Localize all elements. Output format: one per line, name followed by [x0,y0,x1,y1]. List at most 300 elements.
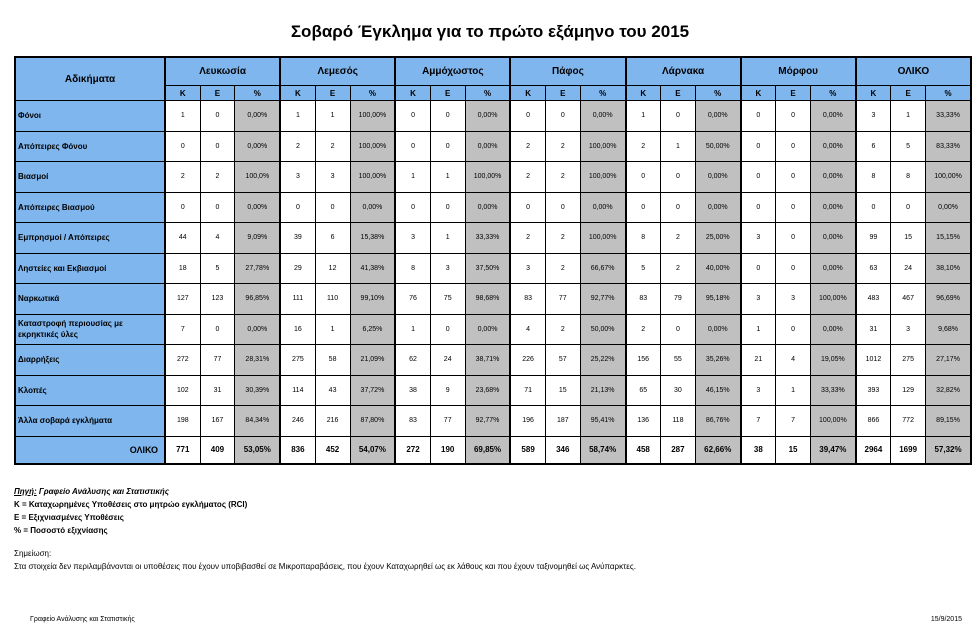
table-cell: 84,34% [235,406,280,437]
table-cell: 95,41% [580,406,625,437]
table-cell: 0 [776,131,811,162]
table-cell: 7 [741,406,776,437]
table-cell: 0,00% [465,192,510,223]
offence-label: Βιασμοί [15,162,165,193]
table-cell: 2 [545,223,580,254]
table-cell: 0 [165,192,200,223]
table-cell: 5 [626,253,661,284]
table-cell: 3 [776,284,811,315]
table-cell: 0 [280,192,315,223]
table-cell: 0,00% [580,192,625,223]
offences-header: Αδικήματα [15,57,165,101]
table-cell: 0,00% [465,314,510,345]
table-cell: 27,78% [235,253,280,284]
table-cell: 2 [545,253,580,284]
table-cell: 0 [165,131,200,162]
table-cell: 0 [776,223,811,254]
table-cell: 3 [510,253,545,284]
table-cell: 38,71% [465,345,510,376]
table-row [15,131,971,162]
table-cell: 0 [626,162,661,193]
table-cell: 0 [395,192,430,223]
table-cell: 5 [200,253,235,284]
district-header: Μόρφου [741,57,856,86]
table-cell: 0,00% [810,101,855,132]
total-cell: 53,05% [235,436,280,464]
table-cell: 2 [545,314,580,345]
column-subheader: Ε [315,86,350,101]
column-subheader: % [350,86,395,101]
table-cell: 9 [430,375,465,406]
table-cell: 50,00% [580,314,625,345]
table-cell: 77 [430,406,465,437]
column-subheader: % [926,86,971,101]
table-row [15,284,971,315]
table-cell: 0,00% [810,314,855,345]
table-cell: 0,00% [235,192,280,223]
table-cell: 0 [776,192,811,223]
table-cell: 43 [315,375,350,406]
table-cell: 111 [280,284,315,315]
page-title: Σοβαρό Έγκλημα για το πρώτο εξάμηνο του 2015 [290,22,690,41]
table-cell: 7 [776,406,811,437]
table-cell: 89,15% [926,406,971,437]
table-cell: 2 [660,253,695,284]
table-cell: 483 [856,284,891,315]
table-cell: 28,31% [235,345,280,376]
total-cell: 1699 [891,436,926,464]
table-cell: 114 [280,375,315,406]
table-cell: 37,50% [465,253,510,284]
table-cell: 3 [856,101,891,132]
table-cell: 16 [280,314,315,345]
table-cell: 21,09% [350,345,395,376]
table-cell: 0 [741,162,776,193]
offence-label: Ναρκωτικά [15,284,165,315]
column-subheader: Κ [280,86,315,101]
table-cell: 0 [741,131,776,162]
column-subheader: Κ [741,86,776,101]
total-cell: 771 [165,436,200,464]
table-row [15,314,971,345]
district-header: ΟΛΙΚΟ [856,57,971,86]
table-cell: 4 [776,345,811,376]
column-subheader: % [580,86,625,101]
table-cell: 393 [856,375,891,406]
table-cell: 2 [660,223,695,254]
table-cell: 100,00% [580,162,625,193]
total-cell: 190 [430,436,465,464]
table-cell: 0 [660,101,695,132]
table-cell: 0 [545,192,580,223]
table-cell: 0 [430,192,465,223]
offence-label: Απόπειρες Βιασμού [15,192,165,223]
table-cell: 1 [395,162,430,193]
table-cell: 92,77% [580,284,625,315]
table-row [15,162,971,193]
table-cell: 0,00% [695,192,740,223]
table-cell: 4 [200,223,235,254]
footer-office: Γραφείο Ανάλυσης και Στατιστικής [30,616,135,623]
table-cell: 86,76% [695,406,740,437]
pct-definition: % = Ποσοστό εξιχνίασης [14,526,108,535]
table-cell: 92,77% [465,406,510,437]
table-cell: 0 [660,162,695,193]
e-definition: Ε = Εξιχνιασμένες Υποθέσεις [14,513,124,522]
table-cell: 1 [395,314,430,345]
table-cell: 100,00% [350,131,395,162]
table-cell: 0,00% [695,314,740,345]
table-cell: 8 [395,253,430,284]
table-cell: 0 [510,192,545,223]
table-cell: 100,00% [580,223,625,254]
table-cell: 1 [430,162,465,193]
total-row [15,436,971,464]
table-cell: 5 [891,131,926,162]
offence-label: Ληστείες και Εκβιασμοί [15,253,165,284]
table-cell: 0 [395,131,430,162]
table-cell: 1 [660,131,695,162]
table-cell: 0 [741,192,776,223]
offence-label: Διαρρήξεις [15,345,165,376]
table-cell: 63 [856,253,891,284]
table-cell: 0 [660,314,695,345]
table-cell: 127 [165,284,200,315]
table-cell: 62 [395,345,430,376]
table-cell: 18 [165,253,200,284]
table-cell: 0 [660,192,695,223]
table-cell: 0 [200,101,235,132]
table-cell: 9,68% [926,314,971,345]
table-cell: 0,00% [810,131,855,162]
table-cell: 24 [891,253,926,284]
table-cell: 0 [776,253,811,284]
table-cell: 772 [891,406,926,437]
table-cell: 0 [200,131,235,162]
column-subheader: Κ [626,86,661,101]
table-cell: 100,00% [580,131,625,162]
table-cell: 83 [510,284,545,315]
table-cell: 38 [395,375,430,406]
table-cell: 1 [741,314,776,345]
total-cell: 836 [280,436,315,464]
table-cell: 0,00% [695,162,740,193]
table-cell: 1 [776,375,811,406]
table-cell: 38,10% [926,253,971,284]
table-cell: 0 [741,101,776,132]
table-cell: 21 [741,345,776,376]
table-cell: 118 [660,406,695,437]
table-cell: 0 [315,192,350,223]
table-cell: 2 [510,131,545,162]
district-header: Λάρνακα [626,57,741,86]
total-cell: 452 [315,436,350,464]
table-cell: 1 [891,101,926,132]
table-cell: 39 [280,223,315,254]
table-cell: 83 [395,406,430,437]
column-subheader: % [465,86,510,101]
table-cell: 0 [776,314,811,345]
table-cell: 83 [626,284,661,315]
remarks-text: Στα στοιχεία δεν περιλαμβάνονται οι υποθέσεις που έχουν υποβιβασθεί σε Μικροπαραβάσεις, που έχουν Καταχωρηθεί ως εκ λάθους και που έχουν ταξινομηθεί ως Ανύπαρκτες. [14,562,636,571]
notes-block [14,485,247,537]
table-cell: 0 [626,192,661,223]
table-cell: 100,00% [810,406,855,437]
table-cell: 31 [856,314,891,345]
table-cell: 3 [280,162,315,193]
table-cell: 216 [315,406,350,437]
table-cell: 30,39% [235,375,280,406]
k-definition: Κ = Καταχωρημένες Υποθέσεις στο μητρώο εγκλήματος (RCI) [14,500,248,509]
table-cell: 0 [430,131,465,162]
total-cell: 38 [741,436,776,464]
table-row [15,253,971,284]
table-cell: 123 [200,284,235,315]
column-subheader: Κ [165,86,200,101]
table-cell: 102 [165,375,200,406]
table-cell: 156 [626,345,661,376]
table-cell: 167 [200,406,235,437]
table-row [15,223,971,254]
table-cell: 33,33% [810,375,855,406]
total-cell: 57,32% [926,436,971,464]
offence-label: Καταστροφή περιουσίας με εκρηκτικές ύλες [15,314,165,345]
total-cell: 58,74% [580,436,625,464]
table-cell: 40,00% [695,253,740,284]
table-row [15,375,971,406]
table-cell: 196 [510,406,545,437]
district-header: Αμμόχωστος [395,57,510,86]
table-cell: 29 [280,253,315,284]
table-cell: 2 [626,314,661,345]
table-cell: 2 [165,162,200,193]
table-cell: 187 [545,406,580,437]
table-cell: 9,09% [235,223,280,254]
table-cell: 0,00% [465,101,510,132]
table-cell: 1 [315,314,350,345]
table-cell: 2 [315,131,350,162]
table-cell: 3 [741,223,776,254]
remarks-label: Σημείωση: [14,549,52,558]
table-cell: 7 [165,314,200,345]
table-cell: 0,00% [235,314,280,345]
table-cell: 3 [741,375,776,406]
column-subheader: Ε [660,86,695,101]
table-cell: 58 [315,345,350,376]
offence-label: Άλλα σοβαρά εγκλήματα [15,406,165,437]
table-cell: 8 [856,162,891,193]
source-label: Πηγή: [14,487,37,496]
column-subheader: Ε [891,86,926,101]
table-cell: 3 [430,253,465,284]
table-cell: 23,68% [465,375,510,406]
table-cell: 25,22% [580,345,625,376]
table-cell: 25,00% [695,223,740,254]
total-label: ΟΛΙΚΟ [15,436,165,464]
table-cell: 77 [200,345,235,376]
table-cell: 98,68% [465,284,510,315]
table-cell: 0,00% [810,253,855,284]
column-subheader: % [695,86,740,101]
table-row [15,345,971,376]
table-cell: 46,15% [695,375,740,406]
table-row [15,192,971,223]
district-header: Λευκωσία [165,57,280,86]
table-cell: 41,38% [350,253,395,284]
table-cell: 6,25% [350,314,395,345]
table-cell: 136 [626,406,661,437]
table-cell: 100,00% [926,162,971,193]
table-cell: 6 [856,131,891,162]
table-cell: 0,00% [695,101,740,132]
table-cell: 2 [545,131,580,162]
total-cell: 62,66% [695,436,740,464]
column-subheader: % [235,86,280,101]
table-cell: 0 [395,101,430,132]
table-cell: 8 [626,223,661,254]
table-cell: 100,00% [810,284,855,315]
table-cell: 0 [856,192,891,223]
table-cell: 65 [626,375,661,406]
remarks-block [14,547,636,573]
table-cell: 83,33% [926,131,971,162]
table-cell: 15,15% [926,223,971,254]
table-row [15,406,971,437]
table-cell: 0 [200,314,235,345]
table-cell: 0,00% [235,131,280,162]
total-cell: 589 [510,436,545,464]
table-cell: 2 [200,162,235,193]
table-cell: 1 [165,101,200,132]
table-cell: 2 [545,162,580,193]
offence-label: Κλοπές [15,375,165,406]
column-subheader: Ε [545,86,580,101]
table-cell: 76 [395,284,430,315]
table-cell: 12 [315,253,350,284]
column-subheader: Κ [510,86,545,101]
footer-date: 15/9/2015 [930,616,962,623]
table-cell: 79 [660,284,695,315]
total-cell: 15 [776,436,811,464]
table-cell: 1 [626,101,661,132]
total-cell: 272 [395,436,430,464]
table-cell: 31 [200,375,235,406]
table-cell: 0,00% [350,192,395,223]
table-cell: 100,00% [350,101,395,132]
table-row [15,101,971,132]
table-cell: 96,69% [926,284,971,315]
table-cell: 2 [280,131,315,162]
table-cell: 0 [545,101,580,132]
table-cell: 0,00% [465,131,510,162]
table-cell: 0,00% [580,101,625,132]
table-cell: 275 [280,345,315,376]
table-cell: 2 [510,162,545,193]
table-cell: 33,33% [926,101,971,132]
table-cell: 2 [510,223,545,254]
table-cell: 3 [741,284,776,315]
table-cell: 15 [891,223,926,254]
table-cell: 275 [891,345,926,376]
total-cell: 346 [545,436,580,464]
table-cell: 110 [315,284,350,315]
total-cell: 54,07% [350,436,395,464]
table-cell: 1 [430,223,465,254]
table-cell: 32,82% [926,375,971,406]
table-cell: 1 [280,101,315,132]
table-cell: 99,10% [350,284,395,315]
table-cell: 87,80% [350,406,395,437]
table-cell: 35,26% [695,345,740,376]
source-text: Γραφείο Ανάλυσης και Στατιστικής [38,487,170,496]
table-cell: 4 [510,314,545,345]
table-cell: 0 [741,253,776,284]
table-cell: 19,05% [810,345,855,376]
total-cell: 69,85% [465,436,510,464]
table-cell: 1 [315,101,350,132]
table-cell: 0 [776,162,811,193]
table-cell: 95,18% [695,284,740,315]
column-subheader: Ε [430,86,465,101]
column-subheader: Κ [395,86,430,101]
table-cell: 3 [891,314,926,345]
district-header: Πάφος [510,57,625,86]
column-subheader: Ε [776,86,811,101]
table-cell: 0,00% [810,192,855,223]
table-cell: 30 [660,375,695,406]
table-cell: 0 [776,101,811,132]
crime-statistics-table [14,56,972,465]
column-subheader: % [810,86,855,101]
table-cell: 226 [510,345,545,376]
table-cell: 866 [856,406,891,437]
table-cell: 15,38% [350,223,395,254]
table-cell: 15 [545,375,580,406]
table-cell: 6 [315,223,350,254]
table-cell: 66,67% [580,253,625,284]
column-subheader: Κ [856,86,891,101]
table-cell: 99 [856,223,891,254]
table-cell: 2 [626,131,661,162]
table-cell: 96,85% [235,284,280,315]
table-cell: 0,00% [810,162,855,193]
column-subheader: Ε [200,86,235,101]
table-cell: 33,33% [465,223,510,254]
district-header: Λεμεσός [280,57,395,86]
table-cell: 50,00% [695,131,740,162]
table-cell: 1012 [856,345,891,376]
table-cell: 3 [315,162,350,193]
offence-label: Απόπειρες Φόνου [15,131,165,162]
table-cell: 37,72% [350,375,395,406]
table-cell: 100,00% [465,162,510,193]
table-cell: 57 [545,345,580,376]
offence-label: Εμπρησμοί / Απόπειρες [15,223,165,254]
table-cell: 0 [430,101,465,132]
table-cell: 129 [891,375,926,406]
total-cell: 2964 [856,436,891,464]
total-cell: 39,47% [810,436,855,464]
table-cell: 246 [280,406,315,437]
table-cell: 71 [510,375,545,406]
table-cell: 24 [430,345,465,376]
table-cell: 3 [395,223,430,254]
total-cell: 409 [200,436,235,464]
total-cell: 287 [660,436,695,464]
table-cell: 272 [165,345,200,376]
table-cell: 27,17% [926,345,971,376]
table-cell: 21,13% [580,375,625,406]
